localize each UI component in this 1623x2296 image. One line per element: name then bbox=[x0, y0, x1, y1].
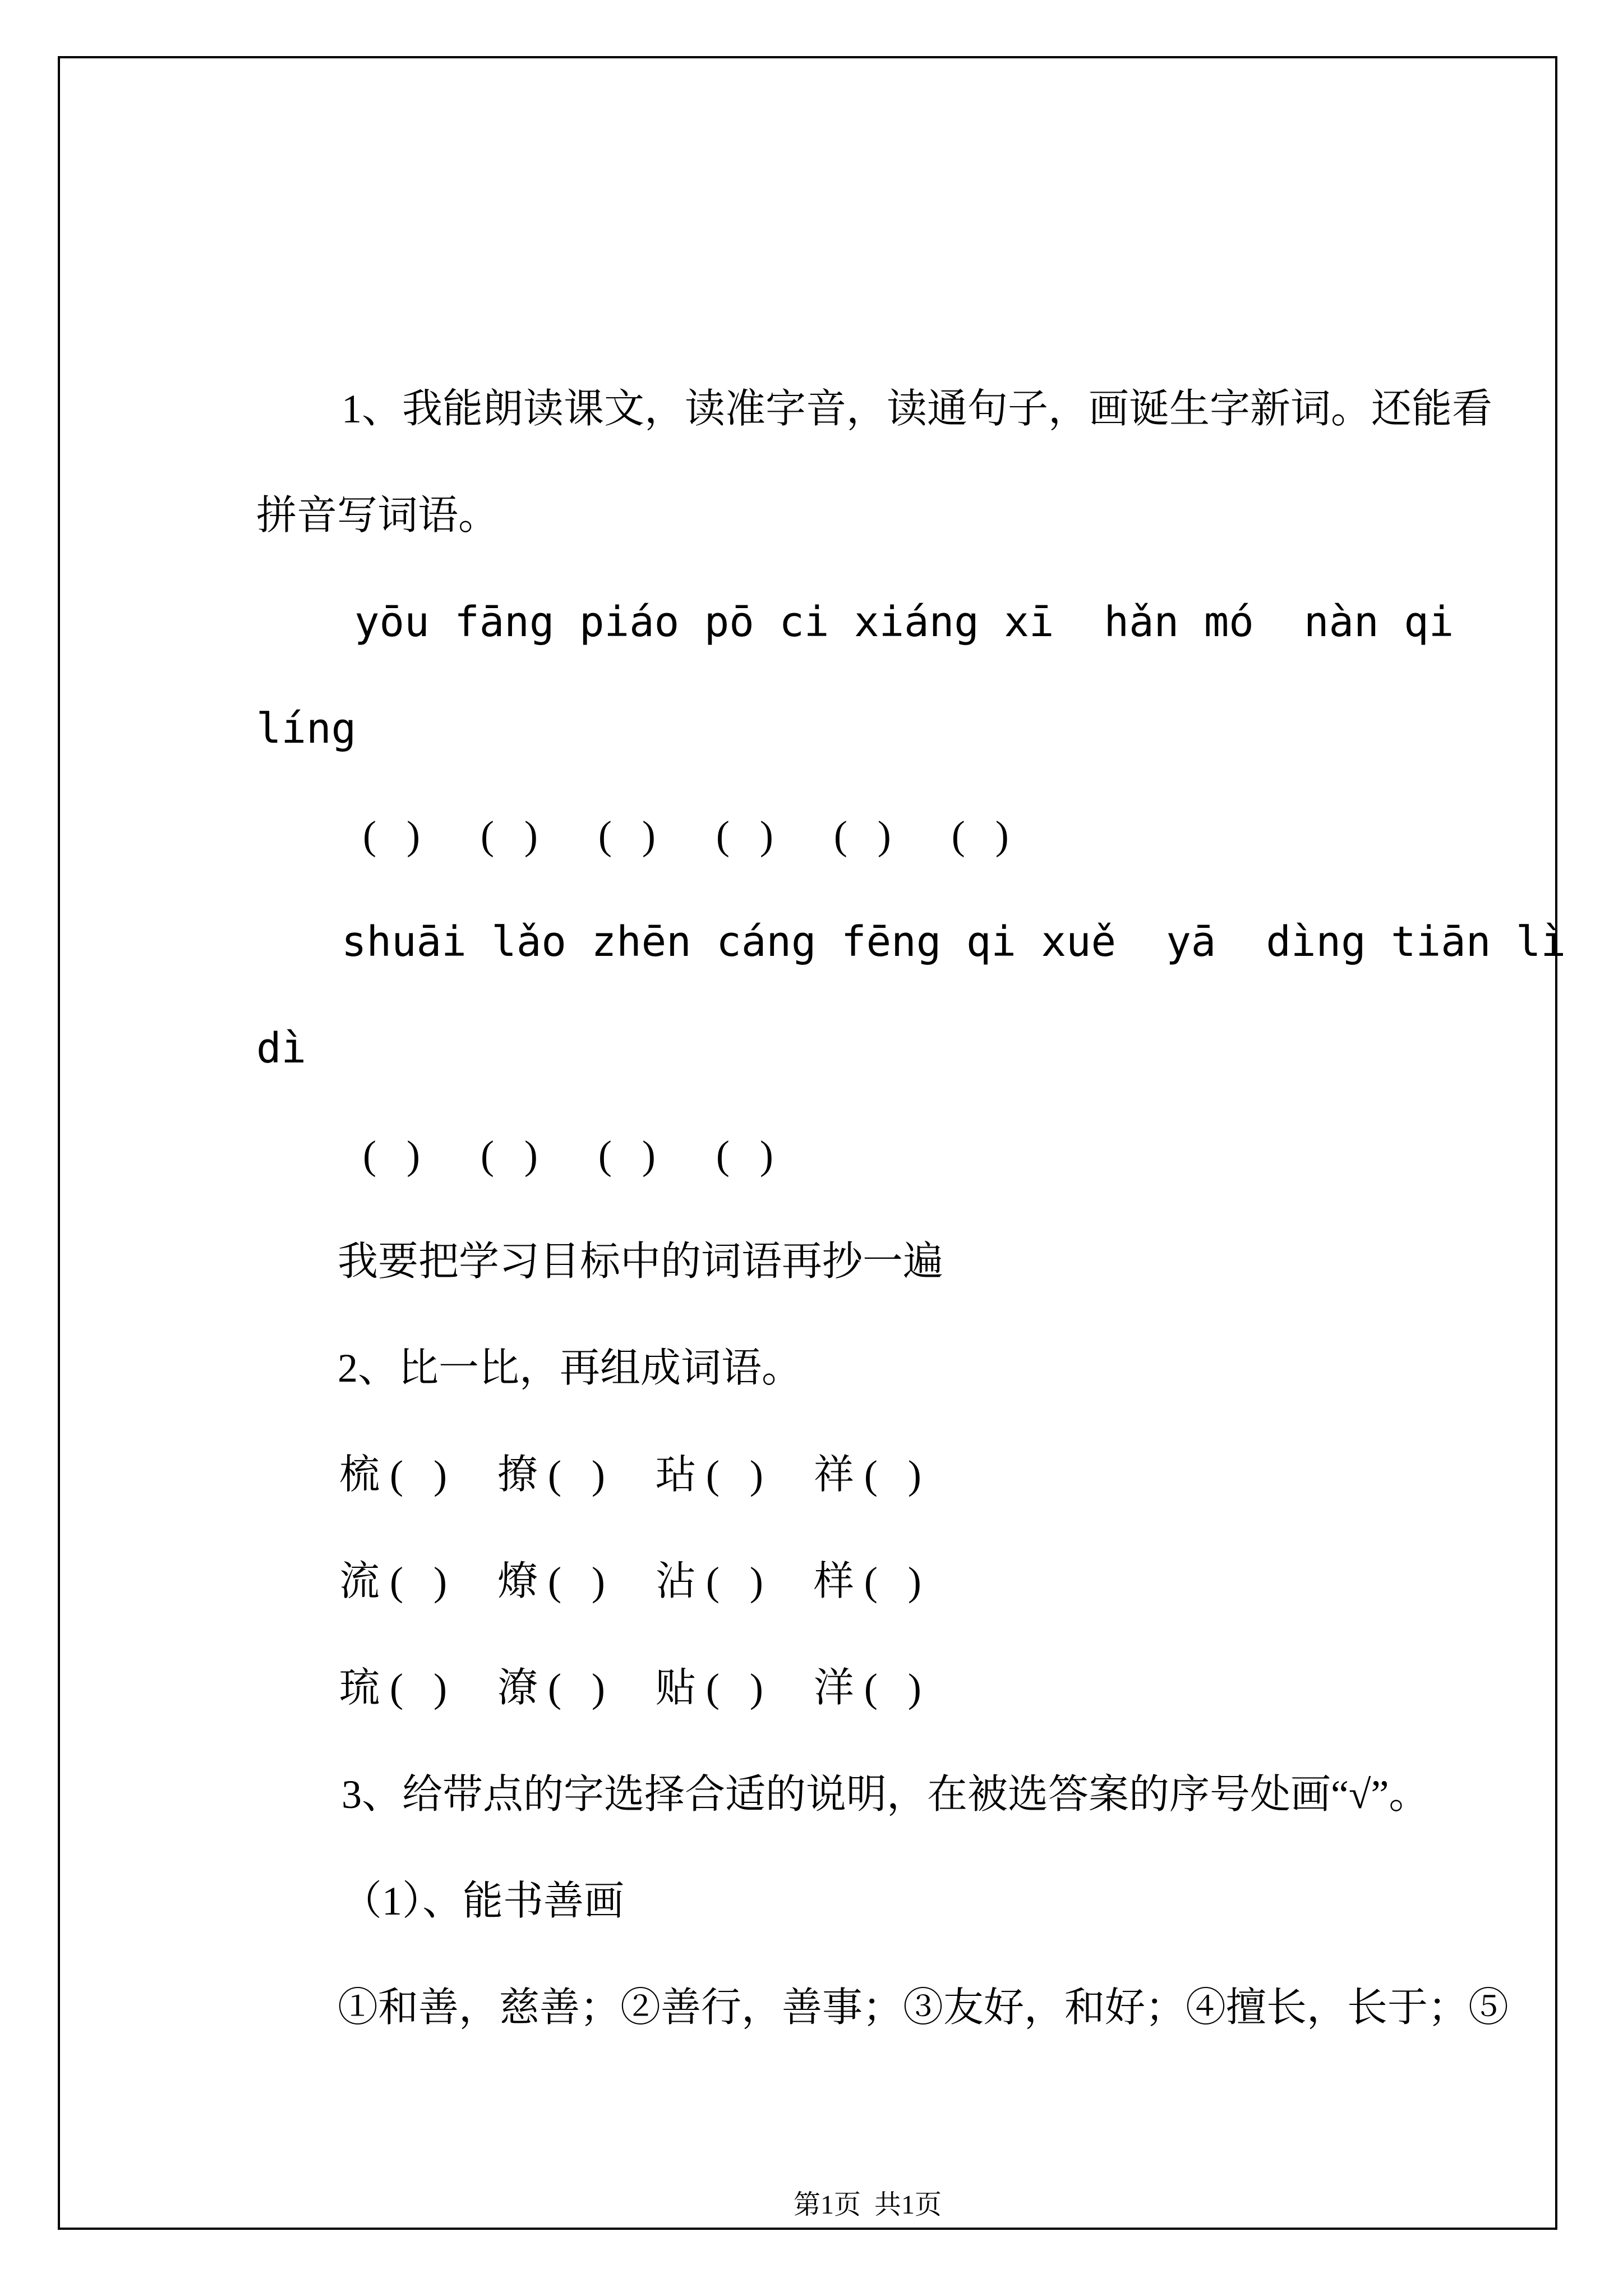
line-answer-blanks-row2: ( ) ( ) ( ) ( ) bbox=[363, 1133, 773, 1177]
line-exercise3-heading: 3、给带点的字选择合适的说明，在被选答案的序号处画“√”。 bbox=[342, 1772, 1430, 1817]
line-exercise2-heading: 2、比一比，再组成词语。 bbox=[338, 1346, 803, 1391]
line-pinyin-row1-cont: líng bbox=[256, 705, 357, 753]
line-compare-row3: 琉 ( ) 潦 ( ) 贴 ( ) 洋 ( ) bbox=[339, 1665, 921, 1710]
page-footer: 第1页 共1页 bbox=[793, 2190, 942, 2220]
line-pinyin-row1: yōu fāng piáo pō ci xiáng xī hǎn mó nàn qi bbox=[354, 598, 1454, 646]
worksheet-body bbox=[256, 356, 1602, 2061]
line-compare-row2: 流 ( ) 燎 ( ) 沾 ( ) 样 ( ) bbox=[339, 1559, 921, 1604]
line-exercise1-intro-cont: 拼音写词语。 bbox=[256, 493, 499, 538]
line-copy-words-note: 我要把学习目标中的词语再抄一遍 bbox=[338, 1239, 944, 1284]
line-compare-row1: 梳 ( ) 撩 ( ) 玷 ( ) 祥 ( ) bbox=[339, 1452, 921, 1497]
page-border-frame bbox=[58, 56, 1566, 2230]
line-exercise3-options: ①和善，慈善；②善行，善事；③友好，和好；④擅长，长于；⑤ bbox=[338, 1985, 1509, 2030]
line-pinyin-row2: shuāi lǎo zhēn cáng fēng qi xuě yā dìng tiān lì bbox=[342, 918, 1566, 966]
line-exercise1-intro: 1、我能朗读课文，读准字音，读通句子，画诞生字新词。还能看 bbox=[342, 386, 1493, 431]
line-pinyin-row2-cont: dì bbox=[256, 1024, 307, 1073]
line-answer-blanks-row1: ( ) ( ) ( ) ( ) ( ) ( ) bbox=[363, 813, 1009, 858]
line-exercise3-item1: （1）、能书善画 bbox=[342, 1879, 625, 1924]
